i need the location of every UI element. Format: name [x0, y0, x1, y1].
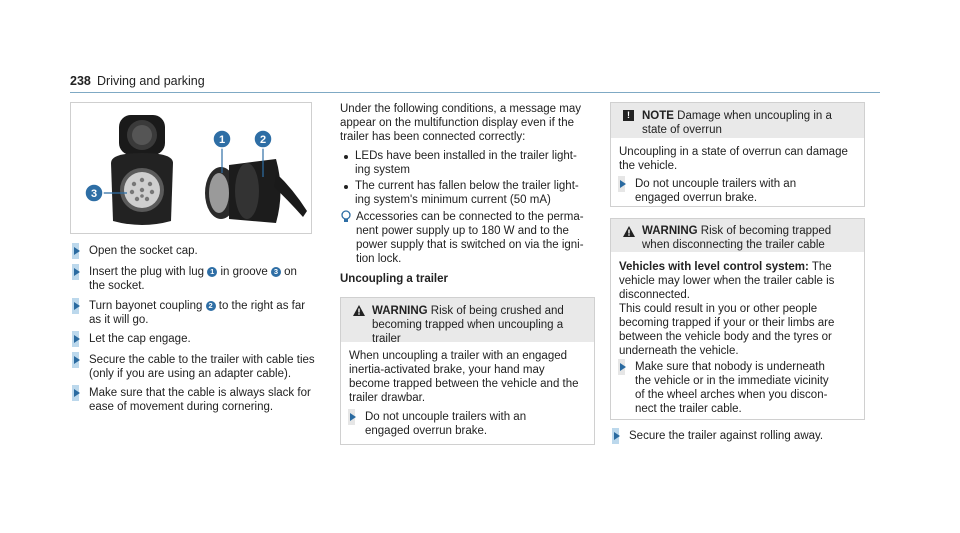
step-text: Make sure that the cable is always slack for — [89, 387, 311, 399]
text-line: underneath the vehicle. — [619, 345, 739, 357]
warning-body — [619, 260, 861, 358]
text-line: Accessories can be connected to the perma- — [356, 211, 584, 223]
text-line: Damage when uncoupling in a — [677, 110, 832, 122]
step-text: to the right as far — [215, 300, 306, 312]
step-arrow-icon — [72, 243, 79, 259]
trailer-socket-illustration — [71, 103, 311, 233]
step-insert-plug — [89, 265, 339, 293]
text-line: nent power supply up to 180 W and to the — [356, 225, 569, 237]
text-line: trailer drawbar. — [349, 392, 426, 404]
text-line: The current has fallen below the trailer light- — [355, 180, 579, 192]
text-line: Risk of being crushed and — [430, 305, 564, 317]
section-title: Driving and parking — [97, 74, 205, 88]
step-arrow-icon — [72, 298, 79, 314]
text-line: become trapped between the vehicle and the — [349, 378, 579, 390]
text-line: state of overrun — [642, 124, 722, 136]
text-line: Make sure that nobody is underneath — [635, 361, 825, 373]
text-line: vehicle may lower when the trailer cable is — [619, 275, 835, 287]
warning-step — [635, 360, 857, 416]
step-arrow-icon — [612, 428, 619, 444]
text-line: of the wheel arches when you discon- — [635, 389, 828, 401]
text-line: tion lock. — [356, 253, 402, 265]
warning-label: WARNING — [642, 225, 698, 237]
warning-title — [372, 304, 587, 346]
text-line: the vehicle or in the immediate vicinity — [635, 375, 829, 387]
text-line: power supply that is switched on via the igni- — [356, 239, 584, 251]
bullet-item-leds — [355, 149, 610, 177]
text-line: This could result in you or other people — [619, 303, 818, 315]
note-step — [635, 177, 855, 205]
warning-body — [349, 349, 589, 405]
step-open-cap — [89, 244, 339, 258]
step-text: Let the cap engage. — [89, 333, 191, 345]
warning-header — [341, 298, 594, 345]
step-arrow-icon — [348, 409, 355, 425]
text-line: the vehicle. — [619, 160, 678, 172]
step-text: ease of movement during cornering. — [89, 401, 274, 413]
step-text: as it will go. — [89, 314, 149, 326]
step-arrow-icon — [72, 264, 79, 280]
step-arrow-icon — [72, 385, 79, 401]
text-line: trailer has been connected correctly: — [340, 131, 526, 143]
warning-header — [611, 219, 864, 252]
text-line: nect the trailer cable. — [635, 403, 742, 415]
text-line: Risk of becoming trapped — [700, 225, 832, 237]
warning-box-crushed — [340, 297, 595, 445]
warning-step — [365, 410, 585, 438]
page-number: 238 — [70, 74, 91, 88]
step-arrow-icon — [618, 359, 625, 375]
text-line: engaged overrun brake. — [365, 425, 488, 437]
step-text: Insert the plug with lug — [89, 266, 208, 278]
bullet-dot — [344, 185, 348, 189]
text-line: ing system's minimum current (50 mA) — [355, 194, 551, 206]
callout-1 — [213, 130, 231, 148]
text-line: Under the following conditions, a message may — [340, 103, 581, 115]
text-line: between the vehicle body and the tyres or — [619, 331, 832, 343]
intro-paragraph — [340, 102, 595, 144]
text-line: Secure the trailer against rolling away. — [629, 430, 824, 442]
step-arrow-icon — [72, 331, 79, 347]
text-line: When uncoupling a trailer with an engaged — [349, 350, 568, 362]
warning-title — [642, 224, 857, 252]
step-arrow-icon — [618, 176, 625, 192]
step-secure-trailer — [629, 429, 879, 443]
text-line: The — [808, 261, 832, 273]
text-line: becoming trapped when uncoupling a — [372, 319, 564, 331]
callout-1-label: 1 — [218, 134, 226, 146]
text-line: becoming trapped if your or their limbs are — [619, 317, 835, 329]
callout-3-label: 3 — [90, 188, 98, 200]
text-line: trailer — [372, 333, 401, 345]
warning-subhead: Vehicles with level control system: — [619, 261, 809, 273]
step-text: Turn bayonet coupling — [89, 300, 206, 312]
step-text: (only if you are using an adapter cable). — [89, 368, 292, 380]
info-accessories — [356, 210, 596, 266]
text-line: disconnected. — [619, 289, 690, 301]
callout-3 — [85, 184, 103, 202]
note-label: NOTE — [642, 110, 674, 122]
step-cap-engage — [89, 332, 339, 346]
step-secure-cable — [89, 353, 339, 381]
bullet-item-current — [355, 179, 610, 207]
text-line: ing system — [355, 164, 410, 176]
callout-ref-3: 3 — [271, 267, 281, 277]
note-body — [619, 145, 859, 173]
text-line: engaged overrun brake. — [635, 192, 758, 204]
text-line: Do not uncouple trailers with an — [365, 411, 527, 423]
callout-2-label: 2 — [259, 134, 267, 146]
text-line: appear on the multifunction display even if the — [340, 117, 574, 129]
callout-ref-1: 1 — [207, 267, 217, 277]
step-cable-slack — [89, 386, 339, 414]
note-header — [611, 103, 864, 138]
step-text: Secure the cable to the trailer with cable ties — [89, 354, 315, 366]
step-text: on — [280, 266, 297, 278]
text-line: inertia-activated brake, your hand may — [349, 364, 545, 376]
step-text: the socket. — [89, 280, 145, 292]
step-arrow-icon — [72, 352, 79, 368]
header-rule — [70, 92, 880, 93]
text-line: when disconnecting the trailer cable — [642, 239, 825, 251]
trailer-socket-figure — [70, 102, 312, 234]
text-line: Uncoupling in a state of overrun can damage — [619, 146, 848, 158]
warning-triangle-icon — [623, 226, 635, 237]
note-box-overrun — [610, 102, 865, 207]
warning-box-trapped — [610, 218, 865, 420]
step-text: Open the socket cap. — [89, 245, 198, 257]
note-title — [642, 109, 857, 137]
section-heading: Uncoupling a trailer — [340, 273, 448, 285]
step-turn-coupling — [89, 299, 339, 327]
info-lightbulb-icon — [340, 210, 352, 223]
callout-ref-2: 2 — [206, 301, 216, 311]
text-line: Do not uncouple trailers with an — [635, 178, 797, 190]
callout-2 — [254, 130, 272, 148]
note-exclamation-icon: ! — [623, 110, 634, 121]
bullet-dot — [344, 155, 348, 159]
warning-label: WARNING — [372, 305, 428, 317]
warning-triangle-icon — [353, 305, 365, 316]
text-line: LEDs have been installed in the trailer light- — [355, 150, 577, 162]
step-text: in groove — [217, 266, 271, 278]
